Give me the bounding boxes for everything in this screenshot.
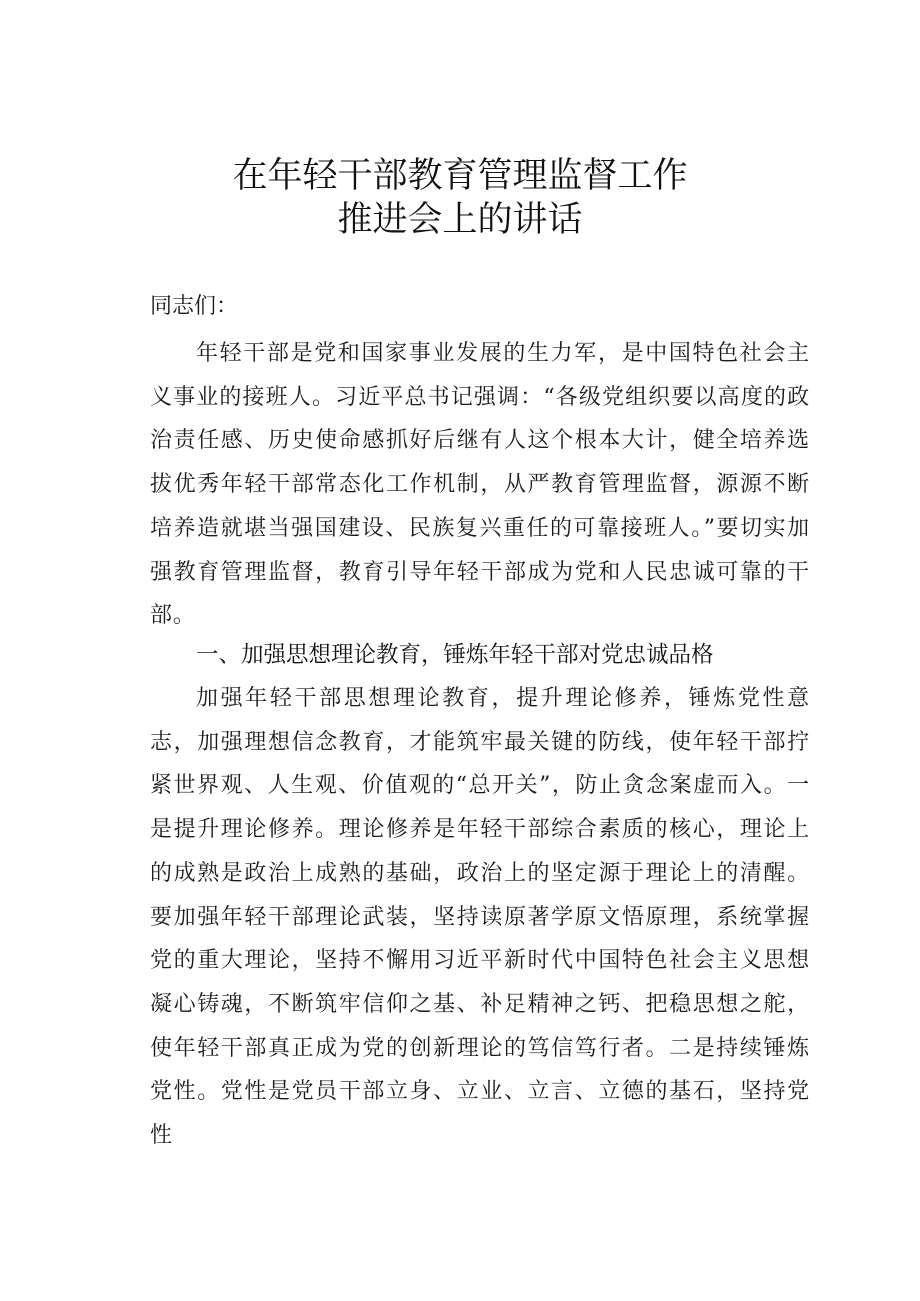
document-title-line-2: 推进会上的讲话 <box>337 200 583 240</box>
document-title-line-1: 在年轻干部教育管理监督工作 <box>232 156 688 196</box>
paragraph-intro: 年轻干部是党和国家事业发展的生力军，是中国特色社会主义事业的接班人。习近平总书记强调：“各级党组织要以高度的政治责任感、历史使命感抓好后继有人这个根本大计，健全培养选拔优秀年轻干部常态化工作机制，从严教育管理监督，源源不断培养造就堪当强国建设、民族复兴重任的可靠接班人。”要切实加强教育管理监督，教育引导年轻干部成为党和人民忠诚可靠的干部。 <box>150 341 810 629</box>
salutation: 同志们： <box>150 294 239 319</box>
section-heading-1: 一、加强思想理论教育，锤炼年轻干部对党忠诚品格 <box>196 642 714 668</box>
paragraph-section-1: 加强年轻干部思想理论教育，提升理论修养，锤炼党性意志，加强理想信念教育，才能筑牢最关键的防线，使年轻干部拧紧世界观、人生观、价值观的“总开关”，防止贪念案虚而入。一是提升理论修养。理论修养是年轻干部综合素质的核心，理论上的成熟是政治上成熟的基础，政治上的坚定源于理论上的清醒。要加强年轻干部理论武装，坚持读原著学原文悟原理，系统掌握党的重大理论，坚持不懈用习近平新时代中国特色社会主义思想凝心铸魂，不断筑牢信仰之基、补足精神之钙、把稳思想之舵，使年轻干部真正成为党的创新理论的笃信笃行者。二是持续锤炼党性。党性是党员干部立身、立业、立言、立德的基石，坚持党性 <box>150 686 810 1149</box>
